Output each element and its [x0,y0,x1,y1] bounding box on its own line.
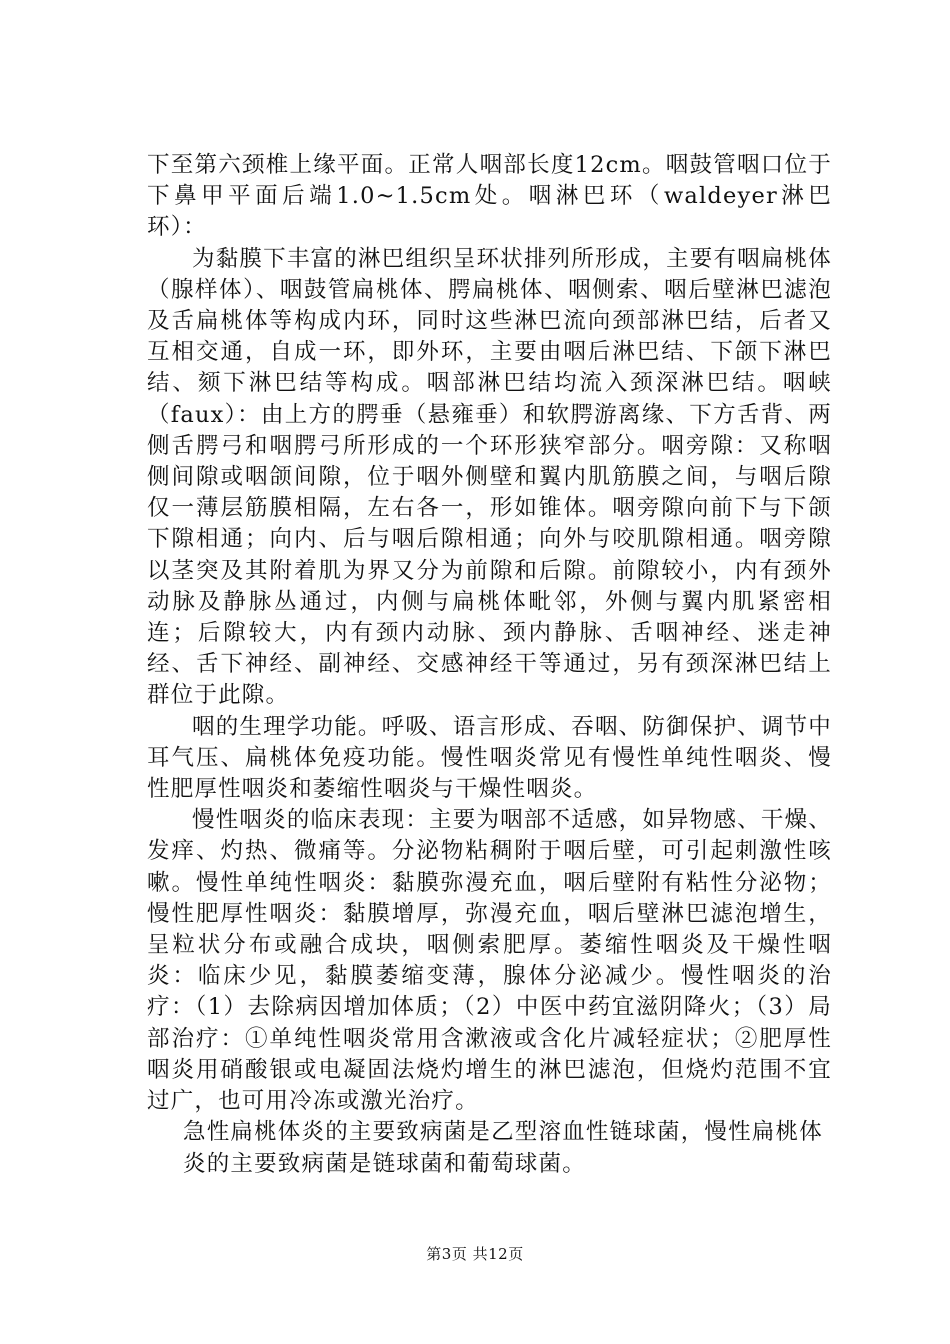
page-number-label: 第3页 共12页 [426,1245,524,1263]
document-body [147,150,832,1180]
paragraph-pharynx-length: 下至第六颈椎上缘平面。正常人咽部长度12cm。咽鼓管咽口位于下鼻甲平面后端1.0~1.5cm处。咽淋巴环（waldeyer淋巴环）： [147,152,832,241]
paragraph-tonsillitis-pathogens: 急性扁桃体炎的主要致病菌是乙型溶血性链球菌，慢性扁桃体炎的主要致病菌是链球菌和葡萄球菌。 [183,1119,823,1177]
paragraph-chronic-pharyngitis: 慢性咽炎的临床表现：主要为咽部不适感，如异物感、干燥、发痒、灼热、微痛等。分泌物粘稠附于咽后壁，可引起刺激性咳嗽。慢性单纯性咽炎：黏膜弥漫充血，咽后壁附有粘性分泌物；慢性肥厚性咽炎：黏膜增厚，弥漫充血，咽后壁淋巴滤泡增生，呈粒状分布或融合成块，咽侧索肥厚。萎缩性咽炎及干燥性咽炎：临床少见，黏膜萎缩变薄，腺体分泌减少。慢性咽炎的治疗：（1）去除病因增加体质；（2）中医中药宜滋阴降火；（3）局部治疗：①单纯性咽炎常用含漱液或含化片减轻症状；②肥厚性咽炎用硝酸银或电凝固法烧灼增生的淋巴滤泡，但烧灼范围不宜过广，也可用冷冻或激光治疗。 [147,807,832,1115]
paragraph-pharynx-physiology: 咽的生理学功能。呼吸、语言形成、吞咽、防御保护、调节中耳气压、扁桃体免疫功能。慢性咽炎常见有慢性单纯性咽炎、慢性肥厚性咽炎和萎缩性咽炎与干燥性咽炎。 [147,713,832,803]
page-footer [0,1243,950,1264]
paragraph-lymphatic-ring: 为黏膜下丰富的淋巴组织呈环状排列所形成，主要有咽扁桃体（腺样体）、咽鼓管扁桃体、腭扁桃体、咽侧索、咽后壁淋巴滤泡及舌扁桃体等构成内环，同时这些淋巴流向颈部淋巴结，后者又互相交通，自成一环，即外环，主要由咽后淋巴结、下颌下淋巴结、颏下淋巴结等构成。咽部淋巴结均流入颈深淋巴结。咽峡（faux）：由上方的腭垂（悬雍垂）和软腭游离缘、下方舌背、两侧舌腭弓和咽腭弓所形成的一个环形狭窄部分。咽旁隙：又称咽侧间隙或咽颌间隙，位于咽外侧壁和翼内肌筋膜之间，与咽后隙仅一薄层筋膜相隔，左右各一，形如锥体。咽旁隙向前下与下颌下隙相通；向内、后与咽后隙相通；向外与咬肌隙相通。咽旁隙以茎突及其附着肌为界又分为前隙和后隙。前隙较小，内有颈外动脉及静脉丛通过，内侧与扁桃体毗邻，外侧与翼内肌紧密相连；后隙较大，内有颈内动脉、颈内静脉、舌咽神经、迷走神经、舌下神经、副神经、交感神经干等通过，另有颈深淋巴结上群位于此隙。 [147,245,832,709]
